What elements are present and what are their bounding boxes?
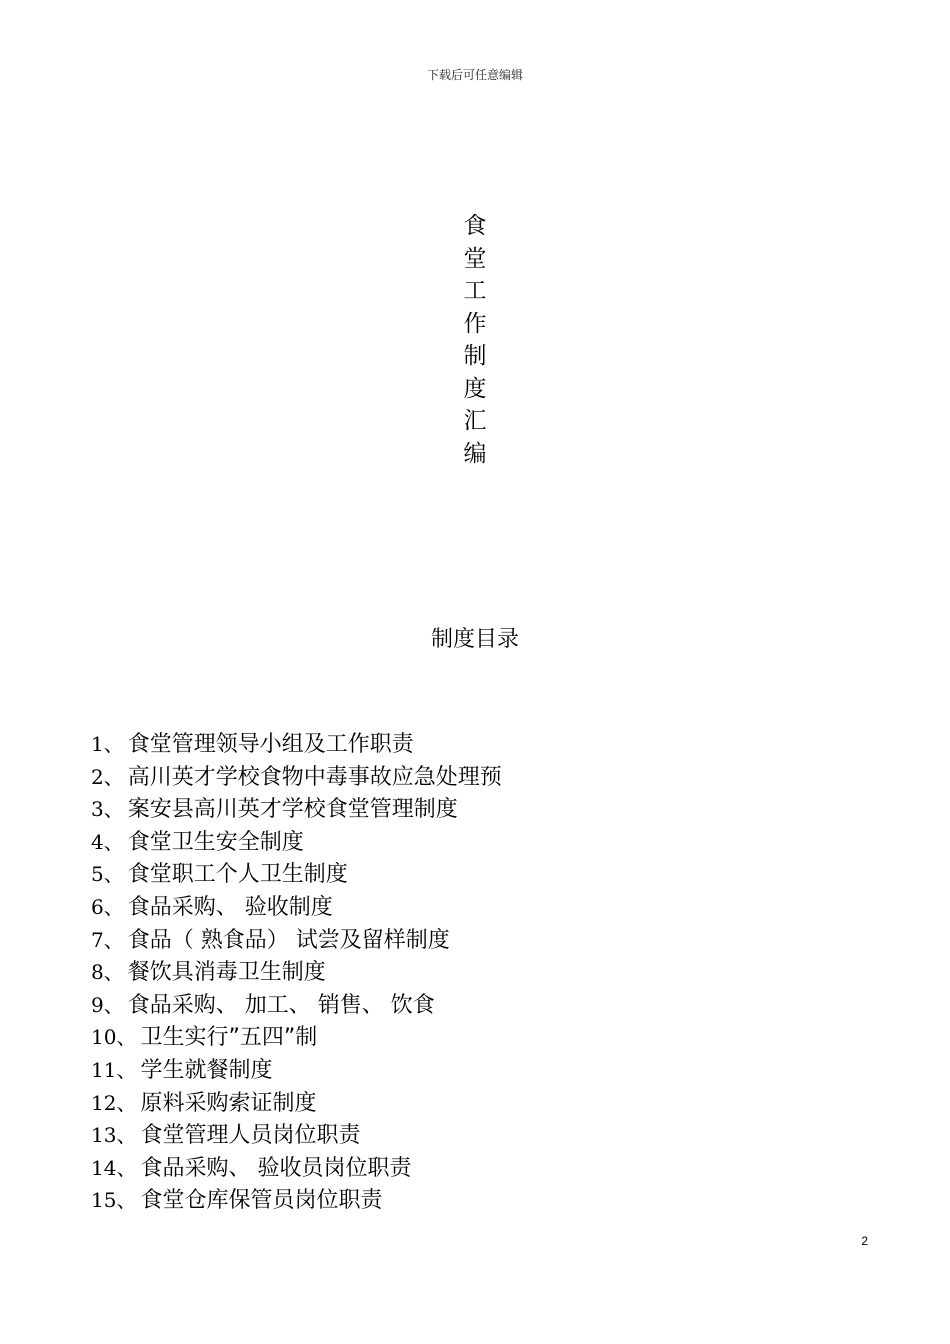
toc-item	[91, 1119, 851, 1152]
toc-item	[91, 891, 851, 924]
toc-item-text: 案安县高川英才学校食堂管理制度	[127, 797, 458, 823]
toc-item-text: 食堂仓库保管员岗位职责	[140, 1188, 383, 1214]
title-char: 度	[463, 375, 487, 402]
toc-item-separator: 、	[116, 1123, 137, 1148]
toc-item-separator: 、	[103, 732, 124, 756]
toc-item-separator: 、	[103, 992, 124, 1017]
toc-item-text: 食堂管理领导小组及工作职责	[127, 732, 414, 757]
toc-item-text: 原料采购索证制度	[140, 1090, 317, 1116]
title-char: 堂	[463, 245, 487, 272]
toc-item-text: 食堂卫生安全制度	[127, 829, 304, 855]
toc-item-number: 10	[91, 1025, 117, 1050]
toc-item-text: 食品采购、 加工、 销售、 饮食	[127, 992, 435, 1018]
toc-item	[91, 793, 851, 826]
toc-list	[91, 728, 851, 1217]
toc-item-text: 食品采购、 验收制度	[127, 894, 333, 920]
toc-item-text: 食品采购、 验收员岗位职责	[140, 1155, 412, 1181]
toc-item-number: 5	[91, 862, 104, 887]
toc-item-separator: 、	[116, 1025, 137, 1050]
title-char: 食	[463, 213, 487, 239]
toc-item-number: 1	[91, 732, 104, 756]
toc-item	[91, 1021, 851, 1054]
toc-item	[91, 728, 851, 761]
toc-item	[91, 924, 851, 957]
toc-item-number: 6	[91, 894, 104, 919]
toc-item-number: 13	[91, 1123, 117, 1148]
toc-item-number: 9	[91, 992, 104, 1017]
toc-item-text: 卫生实行”五四”制	[140, 1025, 318, 1051]
toc-item	[91, 956, 851, 989]
toc-item-separator: 、	[103, 927, 124, 952]
toc-item-separator: 、	[103, 764, 124, 789]
title-char: 汇	[463, 408, 487, 434]
toc-item-number: 12	[91, 1090, 117, 1115]
toc-item-text: 学生就餐制度	[140, 1057, 273, 1083]
page-number: 2	[861, 1234, 868, 1248]
toc-item-separator: 、	[103, 829, 124, 854]
toc-heading: 制度目录	[430, 627, 519, 652]
toc-item-number: 8	[91, 960, 104, 985]
toc-item-text: 食堂管理人员岗位职责	[140, 1123, 361, 1149]
toc-item-separator: 、	[116, 1155, 137, 1180]
title-char: 作	[463, 310, 487, 337]
toc-item	[91, 1087, 851, 1120]
toc-item-number: 2	[91, 764, 104, 789]
toc-item	[91, 989, 851, 1022]
toc-item-number: 11	[91, 1057, 117, 1082]
toc-item-separator: 、	[116, 1057, 137, 1082]
toc-item-separator: 、	[116, 1090, 137, 1115]
toc-item-separator: 、	[103, 894, 124, 919]
title-char: 工	[463, 278, 487, 304]
toc-item-number: 7	[91, 927, 104, 952]
toc-item-text: 高川英才学校食物中毒事故应急处理预	[127, 764, 502, 790]
title-char: 编	[463, 440, 487, 467]
toc-item-separator: 、	[103, 960, 124, 985]
toc-item-separator: 、	[103, 797, 124, 822]
toc-item-number: 15	[91, 1188, 117, 1213]
toc-item	[91, 1054, 851, 1087]
toc-item-text: 食堂职工个人卫生制度	[127, 862, 348, 888]
toc-item	[91, 1184, 851, 1217]
toc-item	[91, 1152, 851, 1185]
toc-item	[91, 826, 851, 859]
toc-item-text: 食品（ 熟食品） 试尝及留样制度	[127, 927, 450, 953]
document-title-vertical	[455, 210, 495, 470]
title-char: 制	[463, 343, 487, 369]
toc-item-number: 3	[91, 797, 104, 822]
header-note: 下载后可任意编辑	[426, 68, 523, 82]
toc-item-separator: 、	[103, 862, 124, 887]
toc-item	[91, 761, 851, 794]
toc-item-text: 餐饮具消毒卫生制度	[127, 960, 326, 986]
toc-item-number: 4	[91, 829, 104, 854]
toc-item	[91, 858, 851, 891]
toc-item-number: 14	[91, 1155, 117, 1180]
toc-item-separator: 、	[116, 1188, 137, 1213]
